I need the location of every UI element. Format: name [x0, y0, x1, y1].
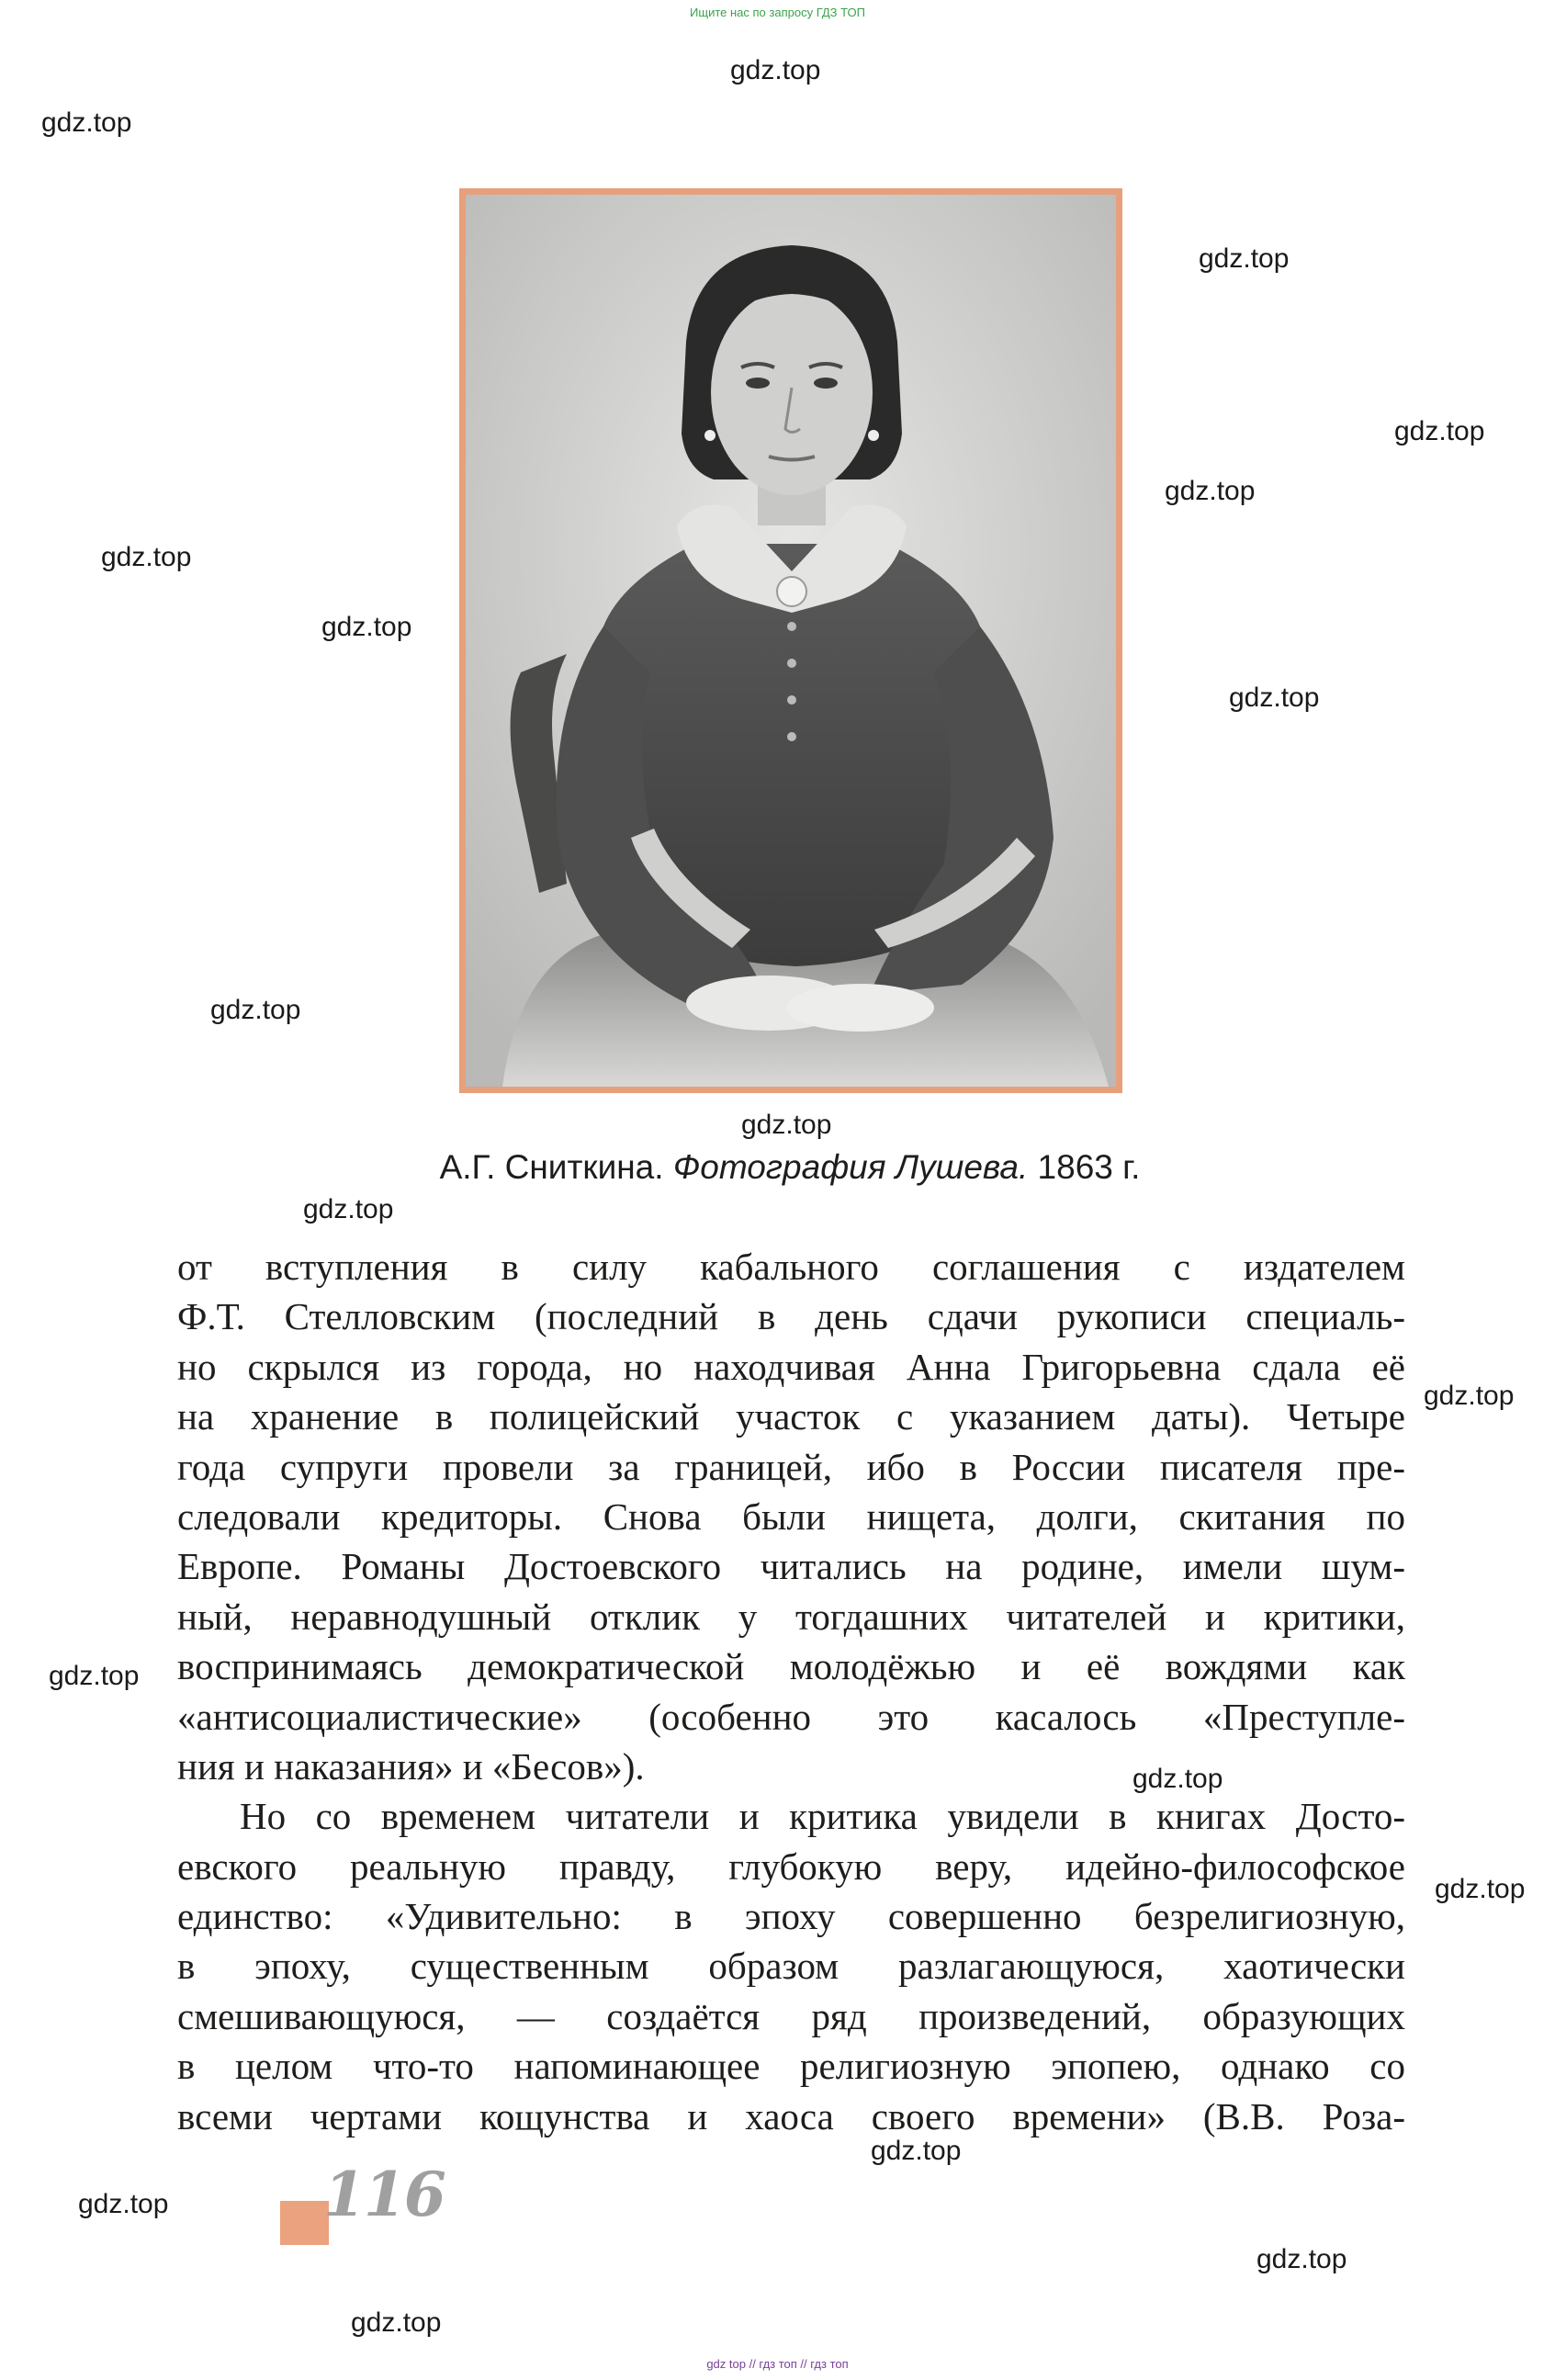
watermark: gdz.top — [41, 107, 132, 138]
body-text — [177, 1242, 1405, 2141]
watermark: gdz.top — [210, 995, 301, 1025]
text-line: «антисоциалистические» (особенно это касалось «Преступле- — [177, 1695, 1405, 1738]
text-line: всеми чертами кощунства и хаоса своего времени» (В.В. Роза- — [177, 2094, 1405, 2137]
text-line: воспринимаясь демократической молодёжью и её вождями как — [177, 1645, 1405, 1688]
watermark: gdz.top — [1256, 2244, 1347, 2274]
watermark: gdz.top — [871, 2136, 962, 2166]
watermark: gdz.top — [741, 1110, 832, 1140]
text-line: ный, неравнодушный отклик у тогдашних читателей и критики, — [177, 1595, 1405, 1638]
text-line: евского реальную правду, глубокую веру, идейно-философское — [177, 1844, 1405, 1888]
text-line: Европе. Романы Достоевского читались на родине, имели шум- — [177, 1545, 1405, 1588]
bottom-site-note: gdz top // гдз топ // гдз топ — [706, 2357, 849, 2371]
watermark: gdz.top — [1424, 1381, 1515, 1411]
watermark: gdz.top — [1394, 416, 1485, 446]
portrait-photo — [459, 188, 1122, 1093]
text-line: Ф.Т. Стелловским (последний в день сдачи рукописи специаль- — [177, 1295, 1405, 1338]
text-line: в целом что-то напоминающее религиозную эпопею, однако со — [177, 2045, 1405, 2088]
page-number-marker — [280, 2201, 329, 2245]
watermark: gdz.top — [1199, 243, 1290, 274]
watermark: gdz.top — [730, 55, 821, 85]
watermark: gdz.top — [303, 1194, 394, 1224]
text-line: но скрылся из города, но находчивая Анна Григорьевна сдала её — [177, 1345, 1405, 1388]
text-line: от вступления в силу кабального соглашения с издателем — [177, 1246, 1405, 1288]
watermark: gdz.top — [1165, 476, 1256, 506]
watermark: gdz.top — [1435, 1874, 1526, 1904]
photo-caption — [276, 1148, 1304, 1187]
text-line: Но со временем читатели и критика увидели в книгах Досто- — [240, 1795, 1405, 1838]
text-line: смешивающуюся, — создаётся ряд произведений, образующих — [177, 1994, 1405, 2037]
caption-year: 1863 г. — [1037, 1148, 1141, 1186]
caption-source: Фотография Лушева. — [672, 1148, 1029, 1186]
text-line: единство: «Удивительно: в эпоху совершенно безрелигиозную, — [177, 1895, 1405, 1938]
watermark: gdz.top — [78, 2189, 169, 2219]
watermark: gdz.top — [1229, 682, 1320, 713]
text-line: следовали кредиторы. Снова были нищета, долги, скитания по — [177, 1495, 1405, 1538]
watermark: gdz.top — [49, 1661, 140, 1691]
page-number: 116 — [323, 2159, 445, 2230]
text-line: в эпоху, существенным образом разлагающуюся, хаотически — [177, 1945, 1405, 1988]
watermark: gdz.top — [1132, 1764, 1223, 1794]
watermark: gdz.top — [101, 542, 192, 572]
text-line: на хранение в полицейский участок с указанием даты). Четыре — [177, 1395, 1405, 1438]
watermark: gdz.top — [351, 2307, 442, 2338]
caption-name: А.Г. Сниткина. — [439, 1148, 664, 1186]
watermark: gdz.top — [321, 612, 412, 642]
text-line: ния и наказания» и «Бесов»). — [177, 1744, 645, 1788]
portrait-illustration — [466, 195, 1116, 1087]
top-search-note: Ищите нас по запросу ГДЗ ТОП — [690, 6, 865, 19]
text-line: года супруги провели за границей, ибо в России писателя пре- — [177, 1445, 1405, 1488]
